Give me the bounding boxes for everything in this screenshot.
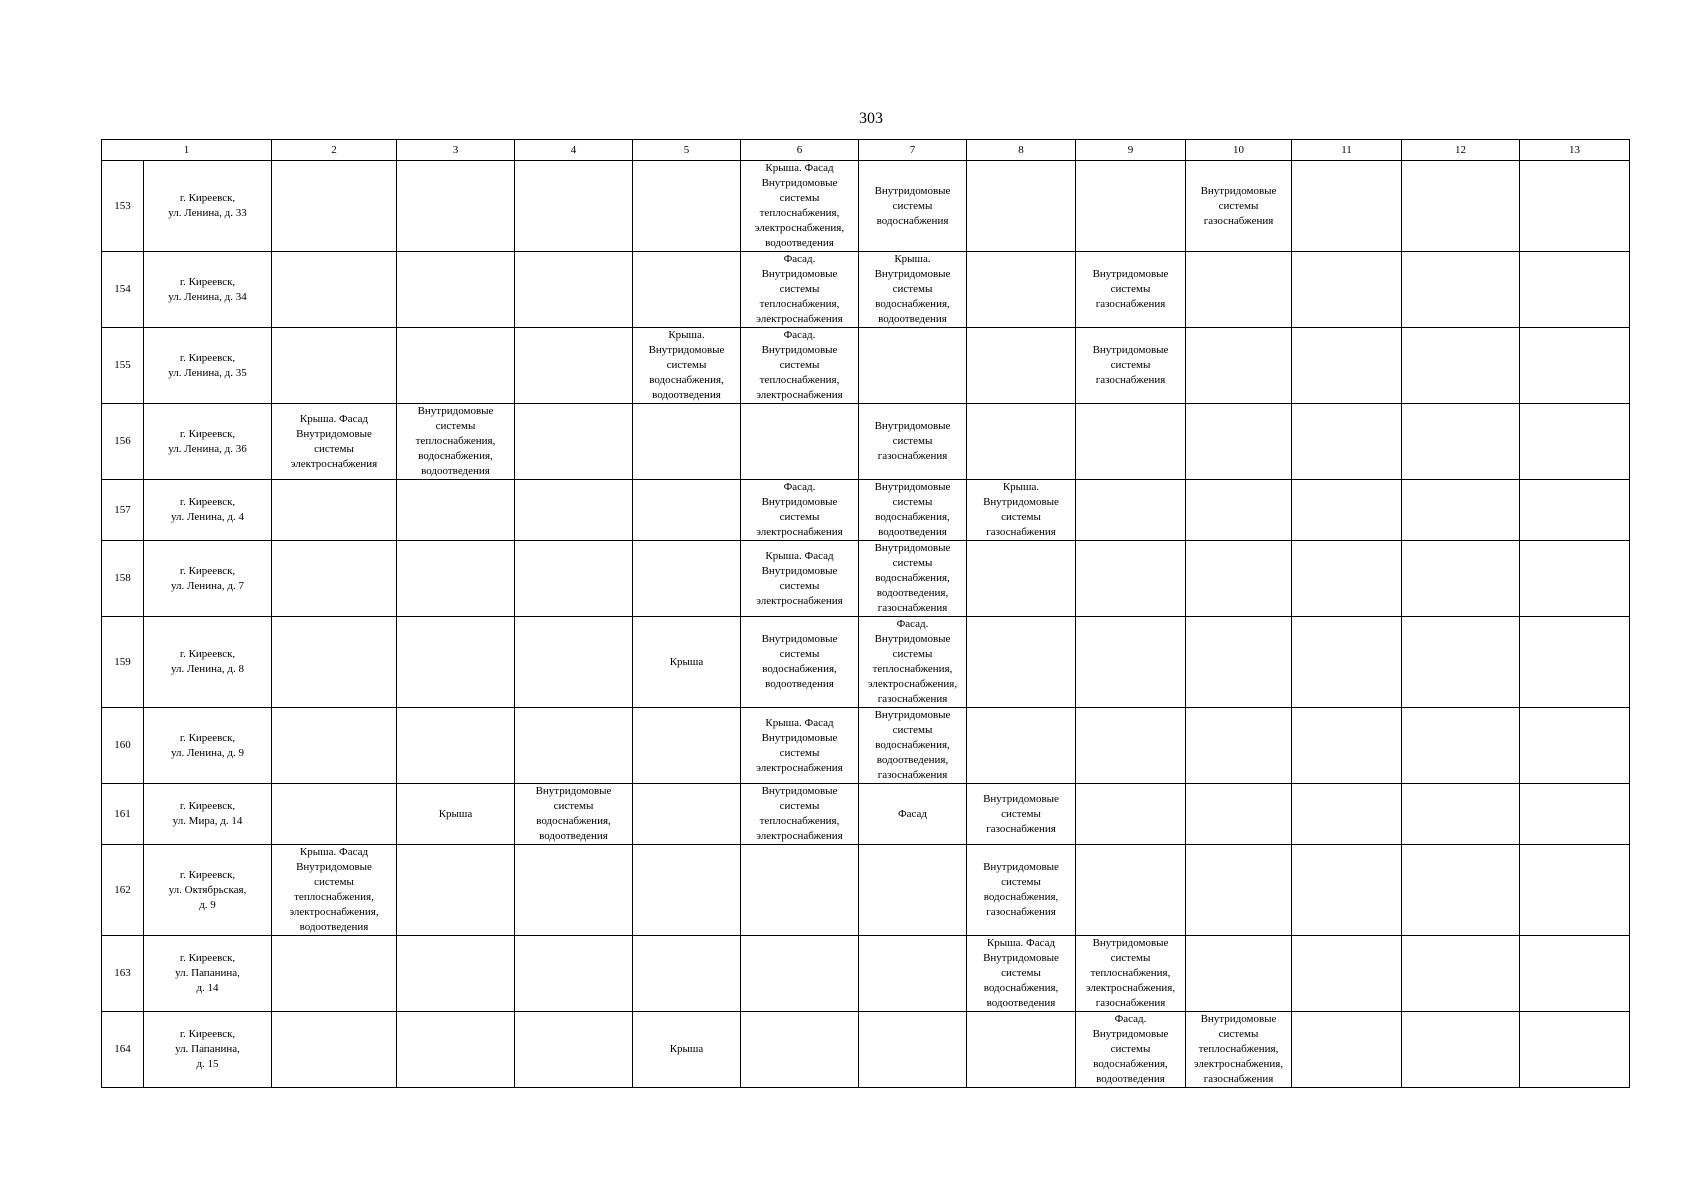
work-cell-col-10 <box>1186 480 1292 541</box>
column-header: 3 <box>397 140 515 161</box>
work-cell-col-10 <box>1186 404 1292 480</box>
table-row <box>102 936 1630 1012</box>
address-cell: г. Киреевск, ул. Ленина, д. 7 <box>144 541 272 617</box>
work-cell-col-11 <box>1292 617 1402 708</box>
work-cell-col-9 <box>1076 541 1186 617</box>
work-cell-col-4 <box>515 845 633 936</box>
work-cell-col-2: Крыша. Фасад Внутридомовые системы электроснабжения <box>272 404 397 480</box>
work-cell-col-8 <box>967 252 1076 328</box>
work-cell-col-9: Внутридомовые системы теплоснабжения, электроснабжения, газоснабжения <box>1076 936 1186 1012</box>
work-cell-col-4 <box>515 541 633 617</box>
table-row <box>102 252 1630 328</box>
work-cell-col-8: Внутридомовые системы водоснабжения, газоснабжения <box>967 845 1076 936</box>
work-cell-col-11 <box>1292 328 1402 404</box>
work-cell-col-4 <box>515 936 633 1012</box>
address-cell: г. Киреевск, ул. Мира, д. 14 <box>144 784 272 845</box>
row-number: 156 <box>102 404 144 480</box>
page-number: 303 <box>859 110 883 127</box>
work-cell-col-10 <box>1186 541 1292 617</box>
table-row <box>102 617 1630 708</box>
work-cell-col-13 <box>1520 936 1630 1012</box>
work-cell-col-10 <box>1186 328 1292 404</box>
work-cell-col-5 <box>633 708 741 784</box>
work-cell-col-13 <box>1520 328 1630 404</box>
work-cell-col-8 <box>967 1012 1076 1088</box>
work-cell-col-8: Внутридомовые системы газоснабжения <box>967 784 1076 845</box>
work-cell-col-2 <box>272 161 397 252</box>
work-cell-col-13 <box>1520 480 1630 541</box>
work-cell-col-13 <box>1520 404 1630 480</box>
work-cell-col-8 <box>967 617 1076 708</box>
table-row <box>102 328 1630 404</box>
column-header: 1 <box>102 140 272 161</box>
work-cell-col-6: Фасад. Внутридомовые системы электроснабжения <box>741 480 859 541</box>
work-cell-col-6: Внутридомовые системы теплоснабжения, электроснабжения <box>741 784 859 845</box>
work-cell-col-11 <box>1292 252 1402 328</box>
row-number: 158 <box>102 541 144 617</box>
work-cell-col-13 <box>1520 541 1630 617</box>
table-row <box>102 541 1630 617</box>
work-cell-col-2 <box>272 480 397 541</box>
work-cell-col-10 <box>1186 617 1292 708</box>
work-cell-col-7 <box>859 1012 967 1088</box>
work-cell-col-11 <box>1292 480 1402 541</box>
work-cell-col-10 <box>1186 708 1292 784</box>
address-cell: г. Киреевск, ул. Папанина, д. 15 <box>144 1012 272 1088</box>
work-cell-col-6: Внутридомовые системы водоснабжения, водоотведения <box>741 617 859 708</box>
column-header: 9 <box>1076 140 1186 161</box>
work-cell-col-5: Крыша <box>633 617 741 708</box>
work-cell-col-5 <box>633 161 741 252</box>
work-cell-col-5 <box>633 541 741 617</box>
work-cell-col-9 <box>1076 480 1186 541</box>
work-cell-col-11 <box>1292 845 1402 936</box>
work-cell-col-2 <box>272 328 397 404</box>
row-number: 157 <box>102 480 144 541</box>
address-cell: г. Киреевск, ул. Папанина, д. 14 <box>144 936 272 1012</box>
work-cell-col-11 <box>1292 541 1402 617</box>
work-cell-col-4 <box>515 404 633 480</box>
work-cell-col-8 <box>967 328 1076 404</box>
work-cell-col-3: Внутридомовые системы теплоснабжения, водоснабжения, водоотведения <box>397 404 515 480</box>
work-cell-col-8 <box>967 708 1076 784</box>
work-cell-col-12 <box>1402 708 1520 784</box>
work-cell-col-3 <box>397 617 515 708</box>
work-cell-col-5: Крыша <box>633 1012 741 1088</box>
work-cell-col-13 <box>1520 1012 1630 1088</box>
work-cell-col-4 <box>515 708 633 784</box>
address-cell: г. Киреевск, ул. Ленина, д. 34 <box>144 252 272 328</box>
work-cell-col-10 <box>1186 252 1292 328</box>
work-cell-col-9: Внутридомовые системы газоснабжения <box>1076 328 1186 404</box>
work-cell-col-12 <box>1402 161 1520 252</box>
column-header: 2 <box>272 140 397 161</box>
column-numbers-row <box>102 140 1630 161</box>
work-cell-col-2: Крыша. Фасад Внутридомовые системы теплоснабжения, электроснабжения, водоотведения <box>272 845 397 936</box>
work-cell-col-3 <box>397 708 515 784</box>
work-cell-col-12 <box>1402 541 1520 617</box>
work-cell-col-10: Внутридомовые системы газоснабжения <box>1186 161 1292 252</box>
work-cell-col-4 <box>515 252 633 328</box>
work-cell-col-4 <box>515 617 633 708</box>
column-header: 13 <box>1520 140 1630 161</box>
work-cell-col-12 <box>1402 252 1520 328</box>
row-number: 154 <box>102 252 144 328</box>
row-number: 160 <box>102 708 144 784</box>
work-cell-col-2 <box>272 708 397 784</box>
work-cell-col-12 <box>1402 404 1520 480</box>
work-cell-col-4 <box>515 328 633 404</box>
work-cell-col-6 <box>741 845 859 936</box>
column-header: 7 <box>859 140 967 161</box>
work-cell-col-6 <box>741 1012 859 1088</box>
row-number: 155 <box>102 328 144 404</box>
work-cell-col-11 <box>1292 404 1402 480</box>
table-header <box>102 140 1630 161</box>
work-cell-col-2 <box>272 252 397 328</box>
work-cell-col-5 <box>633 784 741 845</box>
work-cell-col-12 <box>1402 328 1520 404</box>
table-row <box>102 480 1630 541</box>
work-cell-col-5 <box>633 936 741 1012</box>
work-cell-col-8: Крыша. Фасад Внутридомовые системы водоснабжения, водоотведения <box>967 936 1076 1012</box>
work-cell-col-2 <box>272 1012 397 1088</box>
table-row <box>102 784 1630 845</box>
work-cell-col-10 <box>1186 936 1292 1012</box>
work-cell-col-2 <box>272 784 397 845</box>
work-cell-col-7: Внутридомовые системы водоснабжения, водоотведения, газоснабжения <box>859 708 967 784</box>
work-cell-col-13 <box>1520 845 1630 936</box>
work-cell-col-11 <box>1292 936 1402 1012</box>
work-cell-col-7 <box>859 328 967 404</box>
work-cell-col-3 <box>397 541 515 617</box>
table-row <box>102 845 1630 936</box>
work-cell-col-9: Фасад. Внутридомовые системы водоснабжения, водоотведения <box>1076 1012 1186 1088</box>
work-cell-col-12 <box>1402 845 1520 936</box>
work-cell-col-10 <box>1186 845 1292 936</box>
address-cell: г. Киреевск, ул. Ленина, д. 33 <box>144 161 272 252</box>
work-cell-col-11 <box>1292 161 1402 252</box>
work-cell-col-6: Крыша. Фасад Внутридомовые системы электроснабжения <box>741 708 859 784</box>
table-row <box>102 161 1630 252</box>
work-cell-col-6: Фасад. Внутридомовые системы теплоснабжения, электроснабжения <box>741 328 859 404</box>
row-number: 164 <box>102 1012 144 1088</box>
table-body <box>102 161 1630 1088</box>
work-cell-col-7 <box>859 845 967 936</box>
work-cell-col-6 <box>741 936 859 1012</box>
work-cell-col-4: Внутридомовые системы водоснабжения, водоотведения <box>515 784 633 845</box>
work-cell-col-10 <box>1186 784 1292 845</box>
work-cell-col-3 <box>397 328 515 404</box>
work-cell-col-13 <box>1520 617 1630 708</box>
work-cell-col-7: Внутридомовые системы водоснабжения, водоотведения <box>859 480 967 541</box>
row-number: 161 <box>102 784 144 845</box>
address-cell: г. Киреевск, ул. Ленина, д. 8 <box>144 617 272 708</box>
address-cell: г. Киреевск, ул. Ленина, д. 4 <box>144 480 272 541</box>
work-cell-col-7: Внутридомовые системы газоснабжения <box>859 404 967 480</box>
table-row <box>102 708 1630 784</box>
work-cell-col-13 <box>1520 252 1630 328</box>
work-cell-col-3 <box>397 845 515 936</box>
work-cell-col-11 <box>1292 784 1402 845</box>
work-cell-col-8 <box>967 161 1076 252</box>
work-cell-col-12 <box>1402 617 1520 708</box>
work-cell-col-11 <box>1292 708 1402 784</box>
work-cell-col-9 <box>1076 404 1186 480</box>
work-cell-col-13 <box>1520 708 1630 784</box>
work-cell-col-7: Внутридомовые системы водоснабжения, водоотведения, газоснабжения <box>859 541 967 617</box>
work-cell-col-9: Внутридомовые системы газоснабжения <box>1076 252 1186 328</box>
work-cell-col-12 <box>1402 480 1520 541</box>
work-cell-col-5 <box>633 480 741 541</box>
work-cell-col-3 <box>397 161 515 252</box>
work-cell-col-13 <box>1520 784 1630 845</box>
column-header: 6 <box>741 140 859 161</box>
row-number: 153 <box>102 161 144 252</box>
work-cell-col-9 <box>1076 617 1186 708</box>
work-cell-col-2 <box>272 541 397 617</box>
work-cell-col-3 <box>397 936 515 1012</box>
work-cell-col-6: Крыша. Фасад Внутридомовые системы электроснабжения <box>741 541 859 617</box>
column-header: 5 <box>633 140 741 161</box>
work-cell-col-2 <box>272 936 397 1012</box>
work-cell-col-9 <box>1076 708 1186 784</box>
work-cell-col-11 <box>1292 1012 1402 1088</box>
row-number: 162 <box>102 845 144 936</box>
work-cell-col-6: Фасад. Внутридомовые системы теплоснабжения, электроснабжения <box>741 252 859 328</box>
address-cell: г. Киреевск, ул. Ленина, д. 9 <box>144 708 272 784</box>
work-cell-col-4 <box>515 480 633 541</box>
work-cell-col-2 <box>272 617 397 708</box>
column-header: 8 <box>967 140 1076 161</box>
work-cell-col-3 <box>397 1012 515 1088</box>
work-cell-col-10: Внутридомовые системы теплоснабжения, электроснабжения, газоснабжения <box>1186 1012 1292 1088</box>
work-cell-col-5 <box>633 252 741 328</box>
column-header: 12 <box>1402 140 1520 161</box>
work-cell-col-8 <box>967 404 1076 480</box>
work-cell-col-3: Крыша <box>397 784 515 845</box>
work-cell-col-12 <box>1402 784 1520 845</box>
work-cell-col-4 <box>515 1012 633 1088</box>
work-cell-col-8: Крыша. Внутридомовые системы газоснабжения <box>967 480 1076 541</box>
work-cell-col-8 <box>967 541 1076 617</box>
work-cell-col-5 <box>633 404 741 480</box>
work-cell-col-6: Крыша. Фасад Внутридомовые системы теплоснабжения, электроснабжения, водоотведения <box>741 161 859 252</box>
work-cell-col-5: Крыша. Внутридомовые системы водоснабжения, водоотведения <box>633 328 741 404</box>
address-cell: г. Киреевск, ул. Ленина, д. 36 <box>144 404 272 480</box>
work-cell-col-3 <box>397 252 515 328</box>
table-row <box>102 404 1630 480</box>
work-cell-col-7: Фасад. Внутридомовые системы теплоснабжения, электроснабжения, газоснабжения <box>859 617 967 708</box>
work-cell-col-9 <box>1076 845 1186 936</box>
work-cell-col-9 <box>1076 784 1186 845</box>
work-cell-col-7: Крыша. Внутридомовые системы водоснабжения, водоотведения <box>859 252 967 328</box>
work-cell-col-5 <box>633 845 741 936</box>
column-header: 11 <box>1292 140 1402 161</box>
column-header: 10 <box>1186 140 1292 161</box>
work-cell-col-3 <box>397 480 515 541</box>
work-cell-col-4 <box>515 161 633 252</box>
work-cell-col-6 <box>741 404 859 480</box>
table-row <box>102 1012 1630 1088</box>
row-number: 163 <box>102 936 144 1012</box>
column-header: 4 <box>515 140 633 161</box>
work-cell-col-7: Фасад <box>859 784 967 845</box>
address-cell: г. Киреевск, ул. Ленина, д. 35 <box>144 328 272 404</box>
work-cell-col-9 <box>1076 161 1186 252</box>
address-cell: г. Киреевск, ул. Октябрьская, д. 9 <box>144 845 272 936</box>
work-cell-col-13 <box>1520 161 1630 252</box>
work-cell-col-7: Внутридомовые системы водоснабжения <box>859 161 967 252</box>
row-number: 159 <box>102 617 144 708</box>
work-cell-col-12 <box>1402 936 1520 1012</box>
work-cell-col-7 <box>859 936 967 1012</box>
repair-schedule-table <box>101 139 1630 1088</box>
work-cell-col-12 <box>1402 1012 1520 1088</box>
